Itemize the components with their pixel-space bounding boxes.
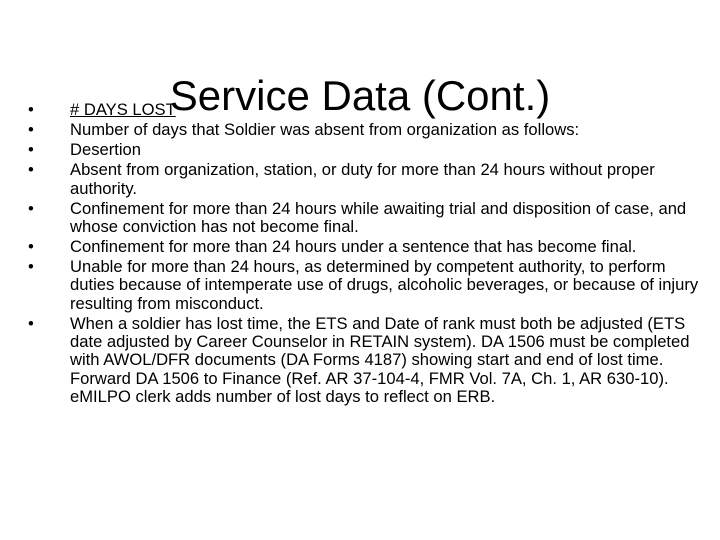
bullet-list (28, 101, 700, 408)
bullet-item-desertion (28, 141, 700, 159)
bullet-item-absent (28, 161, 700, 198)
bullet-point-icon: • (28, 140, 34, 160)
bullet-point-icon: • (28, 198, 34, 218)
slide-title: Service Data (Cont.) (169, 72, 551, 120)
bullet-item-confinement-awaiting-trial (28, 200, 700, 237)
bullet-text: Number of days that Soldier was absent from organization as follows: (70, 120, 580, 140)
bullet-text: # DAYS LOST (70, 100, 176, 119)
bullet-point-icon: • (28, 100, 34, 119)
bullet-point-icon: • (28, 257, 34, 277)
bullet-text: Confinement for more than 24 hours under a sentence that has become final. (70, 237, 637, 257)
bullet-point-icon: • (28, 160, 34, 180)
bullet-text: Absent from organization, station, or duty for more than 24 hours without proper authority. (70, 160, 655, 198)
bullet-text: When a soldier has lost time, the ETS and Date of rank must both be adjusted (ETS date adjusted by Career Counselor in RETAIN system). DA 1506 must be completed with AWOL/DFR documents (DA Forms 4187) showing start and end of lost time. Forward DA 1506 to Finance (Ref. AR 37-104-4, FMR Vol. 7A, Ch. 1, AR 630-10). eMILPO clerk adds number of lost days to reflect on ERB. (70, 313, 690, 407)
bullet-text: Unable for more than 24 hours, as determined by competent authority, to perform duties because of intemperate use of drugs, alcoholic beverages, or because of injury resulting from misconduct. (70, 257, 699, 313)
bullet-point-icon: • (28, 237, 34, 257)
bullet-item-number-of-days (28, 121, 700, 139)
bullet-point-icon: • (28, 313, 34, 333)
bullet-item-confinement-sentence (28, 238, 700, 256)
bullet-point-icon: • (28, 120, 34, 140)
bullet-text: Desertion (70, 140, 142, 160)
bullet-item-unable (28, 258, 700, 313)
bullet-text: Confinement for more than 24 hours while awaiting trial and disposition of case, and whose conviction has not become final. (70, 198, 687, 236)
bullet-item-days-lost (28, 101, 700, 119)
bullet-item-lost-time-procedure (28, 315, 700, 406)
